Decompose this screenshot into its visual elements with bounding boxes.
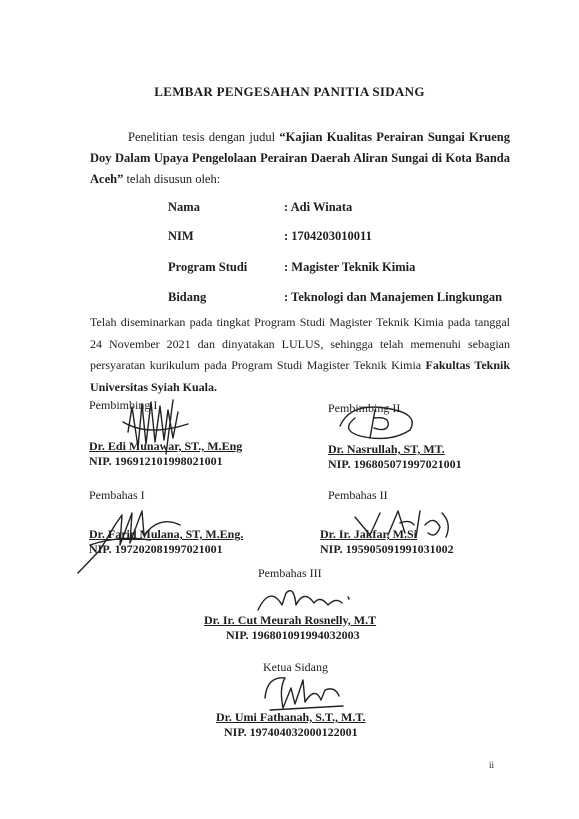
statement-last-line: Fakultas Teknik Universitas Syiah Kuala. bbox=[90, 358, 511, 394]
signatory-nip: NIP. 196912101998021001 bbox=[89, 454, 223, 468]
identity-value: : Adi Winata bbox=[284, 200, 353, 214]
identity-label: Program Studi bbox=[168, 260, 248, 274]
signatory-nip: NIP. 197404032000122001 bbox=[224, 725, 358, 739]
signatory-role: Pembimbing II bbox=[328, 401, 401, 415]
identity-value: : 1704203010011 bbox=[284, 229, 372, 243]
identity-value: : Teknologi dan Manajemen Lingkungan bbox=[284, 290, 503, 304]
signatory-role: Pembahas I bbox=[89, 488, 145, 502]
signature-pembimbing-2 bbox=[330, 398, 430, 448]
signatory-name: Dr. Farid Mulana, ST, M.Eng. bbox=[89, 527, 244, 541]
signatory-role: Pembahas III bbox=[258, 566, 322, 580]
page-title: LEMBAR PENGESAHAN PANITIA SIDANG bbox=[154, 84, 425, 99]
signatory-nip: NIP. 196805071997021001 bbox=[328, 457, 462, 471]
thesis-title: “Kajian Kualitas Perairan Sungai Krueng Doy Dalam Upaya Pengelolaan Perairan Daerah Aliran Sungai di Kota Banda Aceh” bbox=[90, 130, 511, 186]
statement-body: Telah diseminarkan pada tingkat Program Studi Magister Teknik Kimia pada tanggal 24 November 2021 dan dinyatakan LULUS, sehingga telah memenuhi sebagian persyaratan kurikulum pada Program Studi Magister Teknik Kimia bbox=[90, 315, 510, 372]
signatory-name: Dr. Ir. Cut Meurah Rosnelly, M.T bbox=[204, 613, 377, 627]
intro-tail: telah disusun oleh: bbox=[126, 172, 221, 186]
page-number: ii bbox=[489, 760, 495, 770]
signature-pembimbing-1 bbox=[118, 392, 198, 462]
signatory-name: Dr. Ir. Jakfar, M.Si bbox=[320, 527, 418, 541]
identity-label: Bidang bbox=[168, 290, 207, 304]
signatory-nip: NIP. 195905091991031002 bbox=[320, 542, 454, 556]
signatory-name: Dr. Nasrullah, ST, MT. bbox=[328, 442, 445, 456]
signatory-role: Pembimbing I bbox=[89, 398, 158, 412]
signature-pembahas-2 bbox=[350, 505, 460, 550]
identity-label: NIM bbox=[168, 229, 194, 243]
signature-ketua-sidang bbox=[255, 668, 355, 718]
identity-value: : Magister Teknik Kimia bbox=[284, 260, 416, 274]
signature-pembahas-1 bbox=[70, 495, 190, 580]
signatory-name: Dr. Umi Fathanah, S.T., M.T. bbox=[216, 710, 366, 724]
signatory-role: Pembahas II bbox=[328, 488, 388, 502]
signatory-nip: NIP. 196801091994032003 bbox=[226, 628, 360, 642]
signatory-name: Dr. Edi Munawar, ST., M.Eng bbox=[89, 439, 243, 453]
signature-pembahas-3 bbox=[250, 575, 360, 620]
statement-paragraph bbox=[90, 312, 510, 398]
signatory-role: Ketua Sidang bbox=[263, 660, 328, 674]
signatory-nip: NIP. 197202081997021001 bbox=[89, 542, 223, 556]
intro-paragraph bbox=[90, 127, 510, 190]
identity-label: Nama bbox=[168, 200, 200, 214]
intro-lead: Penelitian tesis dengan judul bbox=[128, 130, 276, 144]
